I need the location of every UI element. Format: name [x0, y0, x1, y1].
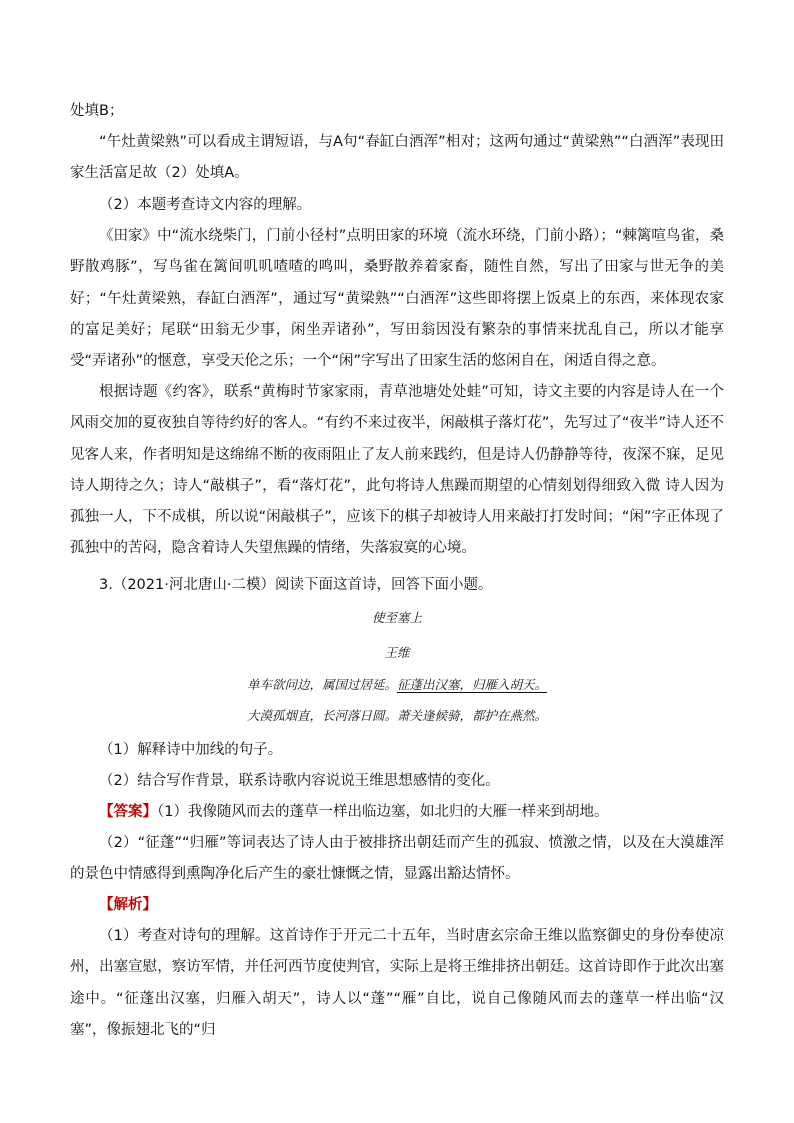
paragraph-yueke-analysis: 根据诗题《约客》，联系“黄梅时节家家雨，青草池塘处处蛙”可知，诗文主要的内容是诗人在一个风雨交加的夏夜独自等待约好的客人。“有约不来过夜半，闲敲棋子落灯花”，先写过了“夜半”诗人还不见客人来，作者明知是这绵绵不断的夜雨阻止了友人前来践约，但是诗人仍静静等待，夜深不寐，足见诗人期待之久；诗人“敲棋子”，看“落灯花”，此句将诗人焦躁而期望的心情刻划得细致入微 诗人因为孤独一人，下不成棋，所以说“闲敲棋子”，应该下的棋子却被诗人用来敲打打发时间；“闲”字正体现了孤独中的苦闷，隐含着诗人失望焦躁的情绪，失落寂寞的心境。 — [70, 384, 724, 557]
paragraph-tianjia-analysis: 《田家》中“流水绕柴门，门前小径村”点明田家的环境（流水环绕，门前小路）；“棘篱喧鸟雀，桑野散鸡豚”，写鸟雀在篱间叽叽喳喳的鸣叫，桑野散养着家畜，随性自然，写出了田家与世无争的美好；“午灶黄梁熟，春缸白酒浑”，通过写“黄梁熟”“白酒浑”这些即将摆上饭桌上的东西，来体现农家的富足美好；尾联“田翁无少事，闲坐弄诸孙”，写田翁因没有繁杂的事情来扰乱自己，所以才能享受“弄诸孙”的惬意，享受天伦之乐；一个“闲”字写出了田家生活的悠闲自在，闲适自得之意。 — [70, 228, 724, 370]
poem-line-1-plain: 单车欲问边，属国过居延。 — [246, 677, 397, 692]
question-3-heading: 3.（2021·河北唐山·二模）阅读下面这首诗，回答下面小题。 — [99, 577, 493, 593]
answer-tag: 【答案】 — [99, 804, 157, 820]
answer-1-text: （1）我像随风而去的蓬草一样出临边塞，如北归的大雁一样来到胡地。 — [157, 804, 609, 820]
paragraph-line-a-explanation: “午灶黄梁熟”可以看成主谓短语，与A句“春缸白酒浑”相对；这两句通过“黄梁熟”“白酒浑”表现田家生活富足故（2）处填A。 — [70, 134, 724, 182]
question-2: （2）结合写作背景，联系诗歌内容说说王维思想感情的变化。 — [99, 773, 500, 789]
paragraph-fill-b: 处填B； — [70, 103, 124, 119]
answer-2: （2）“征蓬”“归雁”等词表达了诗人由于被排挤出朝廷而产生的孤寂、愤激之情，以及在大漠雄浑的景色中情感得到熏陶净化后产生的豪壮慷慨之情，显露出豁达情怀。 — [70, 835, 724, 883]
poem-line-1 — [70, 670, 724, 700]
question-1: （1）解释诗中加线的句子。 — [99, 742, 283, 758]
answer-1 — [70, 797, 724, 828]
analysis-tag: 【解析】 — [99, 897, 157, 913]
paragraph-question-2-intro: （2）本题考查诗文内容的理解。 — [99, 197, 312, 213]
analysis-heading — [70, 890, 724, 921]
analysis-text: （1）考查对诗句的理解。这首诗作于开元二十五年，当时唐玄宗命王维以监察御史的身份奉使凉州，出塞宣慰，察访军情，并任河西节度使判官，实际上是将王维排挤出朝廷。这首诗即作于此次出塞途中。“征蓬出汉塞，归雁入胡天”，诗人以“蓬”“雁”自比，说自己像随风而去的蓬草一样出临“汉塞”，像振翅北飞的“归 — [70, 928, 724, 1038]
poem-title: 使至塞上 — [371, 610, 422, 625]
poem-line-2: 大漠孤烟直，长河落日圆。萧关逢候骑，都护在燕然。 — [246, 708, 547, 723]
poem-author: 王维 — [384, 645, 410, 660]
poem-line-1-underlined: 征蓬出汉塞，归雁入胡天。 — [397, 677, 548, 692]
